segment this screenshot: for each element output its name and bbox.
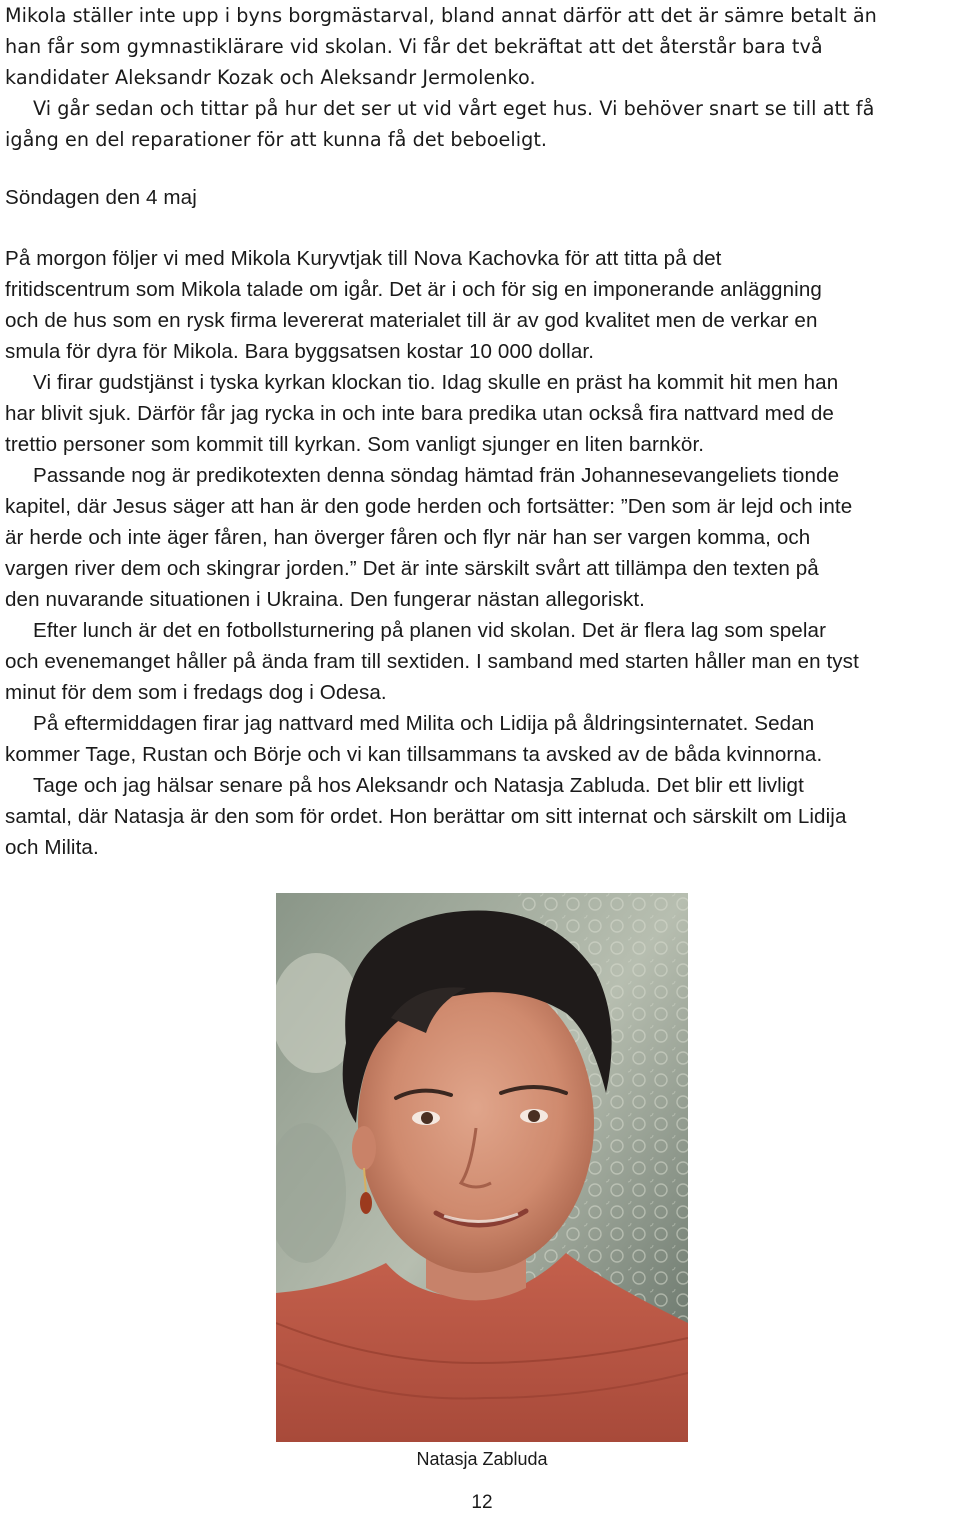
text-line: igång en del reparationer för att kunna få det beboeligt. bbox=[5, 128, 548, 151]
photo-caption: Natasja Zabluda bbox=[416, 1449, 548, 1469]
text-line: och de hus som en rysk firma levererat materialet till är av god kvalitet men de verkar en bbox=[5, 309, 818, 332]
text-line: På eftermiddagen firar jag nattvard med Milita och Lidija på åldringsinternatet. Sedan bbox=[33, 712, 815, 735]
text-line: och Milita. bbox=[5, 836, 99, 859]
date-heading bbox=[5, 182, 955, 213]
text-line: har blivit sjuk. Därför får jag rycka in och inte bara predika utan också fira nattvard med de bbox=[5, 402, 834, 425]
opening-paragraph bbox=[5, 0, 955, 155]
text-line: trettio personer som kommit till kyrkan. Som vanligt sjunger en liten barnkör. bbox=[5, 433, 705, 456]
date-heading-text: Söndagen den 4 maj bbox=[5, 186, 197, 209]
text-line: samtal, där Natasja är den som för ordet. Hon berättar om sitt internat och särskilt om Lidija bbox=[5, 805, 847, 828]
text-line: Vi går sedan och tittar på hur det ser ut vid vårt eget hus. Vi behöver snart se till att få bbox=[33, 97, 875, 120]
text-line: Passande nog är predikotexten denna söndag hämtad frän Johannesevangeliets tionde bbox=[33, 464, 840, 487]
text-line: Vi firar gudstjänst i tyska kyrkan klockan tio. Idag skulle en präst ha kommit hit men han bbox=[33, 371, 839, 394]
text-line: är herde och inte äger fåren, han överger fåren och flyr när han ser vargen komma, och bbox=[5, 526, 811, 549]
portrait-photo bbox=[276, 893, 688, 1442]
text-line: kommer Tage, Rustan och Börje och vi kan tillsammans ta avsked av de båda kvinnorna. bbox=[5, 743, 823, 766]
text-line: Efter lunch är det en fotbollsturnering på planen vid skolan. Det är flera lag som spelar bbox=[33, 619, 827, 642]
text-line: den nuvarande situationen i Ukraina. Den fungerar nästan allegoriskt. bbox=[5, 588, 645, 611]
text-line: fritidscentrum som Mikola talade om igår. Det är i och för sig en imponerande anläggning bbox=[5, 278, 822, 301]
text-line: han får som gymnastiklärare vid skolan. Vi får det bekräftat att det återstår bara två bbox=[5, 35, 823, 58]
text-line: Mikola ställer inte upp i byns borgmästarval, bland annat därför att det är sämre betalt än bbox=[5, 4, 877, 27]
page-number: 12 bbox=[471, 1492, 493, 1513]
text-line: smula för dyra för Mikola. Bara byggsatsen kostar 10 000 dollar. bbox=[5, 340, 595, 363]
body-text bbox=[5, 243, 955, 863]
text-line: På morgon följer vi med Mikola Kuryvtjak till Nova Kachovka för att titta på det bbox=[5, 247, 722, 270]
text-line: Tage och jag hälsar senare på hos Aleksandr och Natasja Zabluda. Det blir ett livligt bbox=[33, 774, 804, 797]
text-line: minut för dem som i fredags dog i Odesa. bbox=[5, 681, 387, 704]
text-line: kapitel, där Jesus säger att han är den gode herden och fortsätter: ”Den som är lejd och inte bbox=[5, 495, 853, 518]
text-line: och evenemanget håller på ända fram till sextiden. I samband med starten håller man en tyst bbox=[5, 650, 859, 673]
text-line: vargen river dem och skingrar jorden.” Det är inte särskilt svårt att tillämpa den texten på bbox=[5, 557, 819, 580]
text-line: kandidater Aleksandr Kozak och Aleksandr Jermolenko. bbox=[5, 66, 536, 89]
portrait-illustration bbox=[276, 893, 688, 1442]
